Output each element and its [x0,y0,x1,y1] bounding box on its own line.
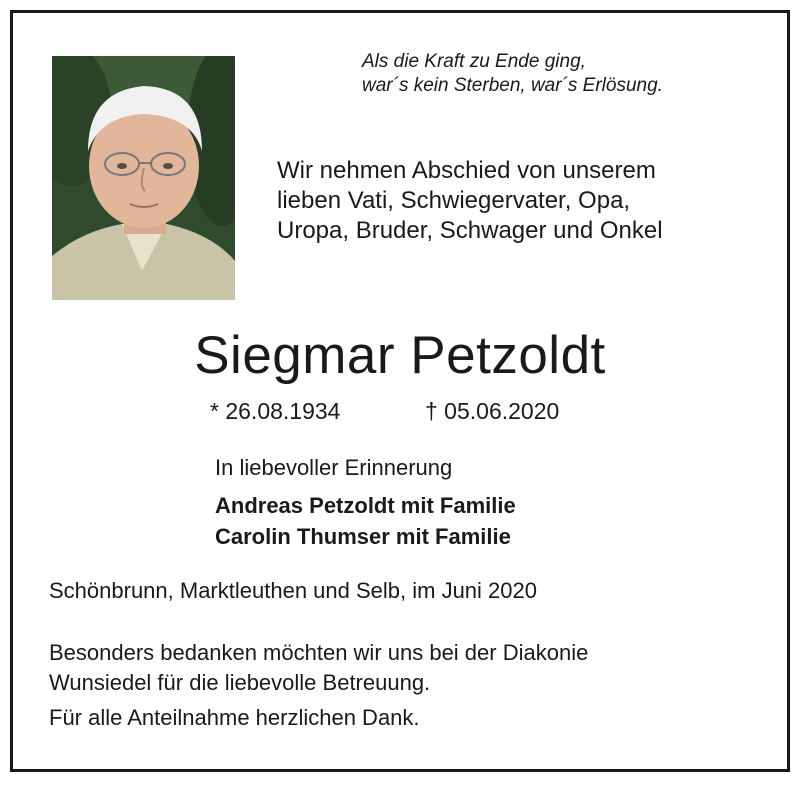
intro-line: lieben Vati, Schwiegervater, Opa, [277,187,631,214]
place-and-date: Schönbrunn, Marktleuthen und Selb, im Juni 2020 [49,578,537,603]
intro-line: Wir nehmen Abschied von unserem [277,157,656,184]
intro-line: Uropa, Bruder, Schwager und Onkel [277,217,663,244]
memory-text: In liebevoller Erinnerung [215,455,453,480]
death-date: † 05.06.2020 [425,398,560,424]
thanks-text [49,638,588,698]
closing-thanks: Für alle Anteilnahme herzlichen Dank. [49,705,420,730]
mourning-family [215,490,516,552]
portrait-photo [52,56,235,300]
verse-quote [362,50,663,98]
verse-line: Als die Kraft zu Ende ging, [362,51,586,72]
thanks-line: Besonders bedanken möchten wir uns bei der Diakonie [49,640,589,665]
farewell-intro [277,156,663,246]
thanks-line: Wunsiedel für die liebevolle Betreuung. [49,670,431,695]
family-line: Andreas Petzoldt mit Familie [215,493,516,518]
verse-line: war´s kein Sterben, war´s Erlösung. [362,75,663,96]
deceased-name: Siegmar Petzoldt [194,326,606,385]
family-line: Carolin Thumser mit Familie [215,524,511,549]
birth-date: * 26.08.1934 [210,398,341,424]
